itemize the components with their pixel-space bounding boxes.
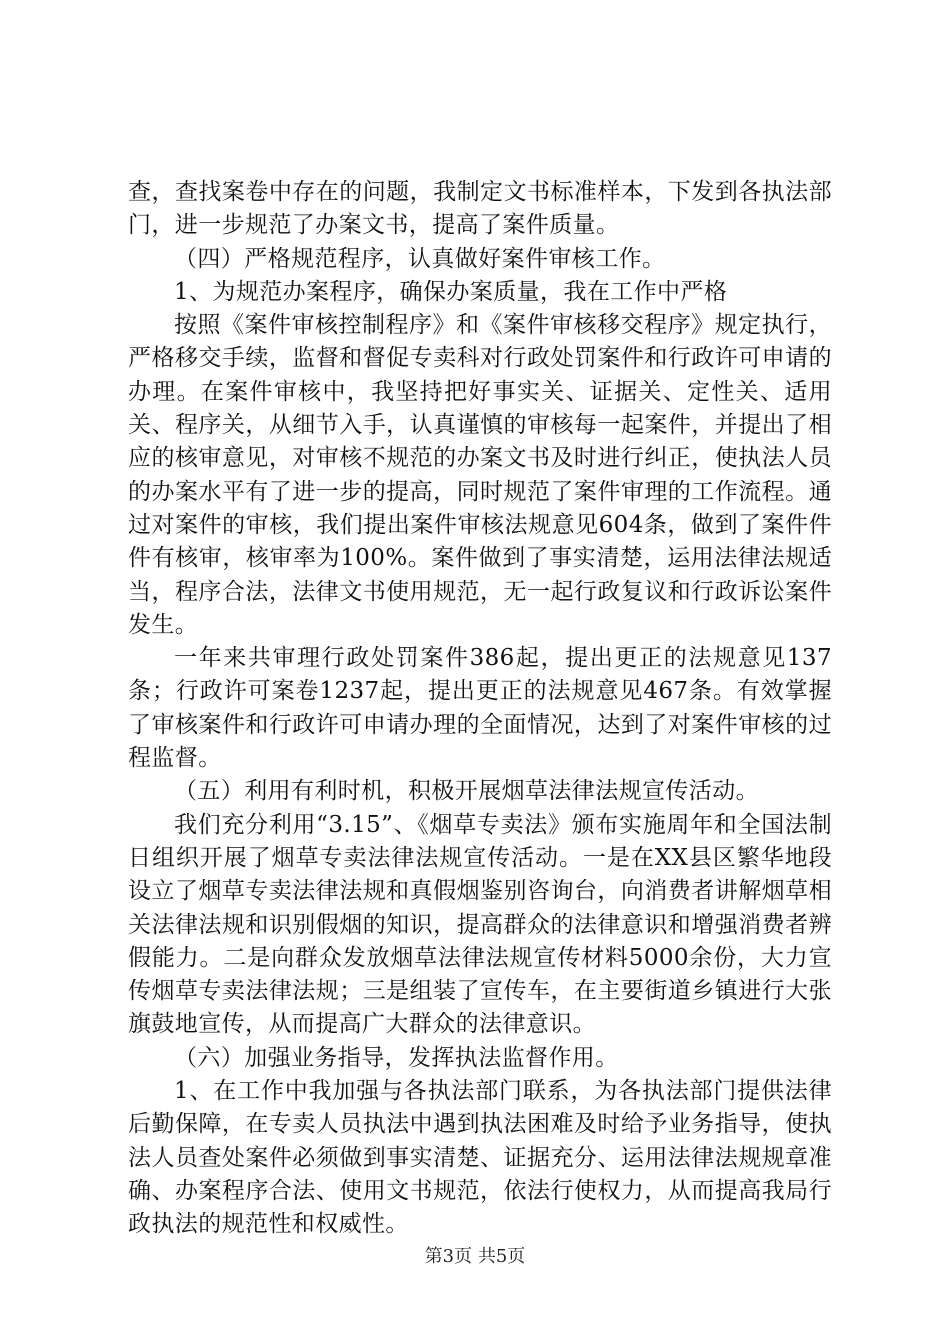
section-heading-6: （六）加强业务指导，发挥执法监督作用。	[174, 1044, 619, 1071]
document-body	[128, 176, 832, 1242]
paragraph-guidance: 1、在工作中我加强与各执法部门联系，为各执法部门提供法律后勤保障，在专卖人员执法中遇到执法困难及时给予业务指导，使执法人员查处案件必须做到事实清楚、证据充分、运用法律法规规章准确、办案程序合法、使用文书规范，依法行使权力，从而提高我局行政执法的规范性和权威性。	[128, 1078, 832, 1238]
paragraph-annual-statistics: 一年来共审理行政处罚案件386起，提出更正的法规意见137条；行政许可案卷1237起，提出更正的法规意见467条。有效掌握了审核案件和行政许可申请办理的全面情况，达到了对案件审核的过程监督。	[128, 645, 832, 772]
paragraph-review-process: 按照《案件审核控制程序》和《案件审核移交程序》规定执行，严格移交手续，监督和督促专卖科对行政处罚案件和行政许可申请的办理。在案件审核中，我坚持把好事实关、证据关、定性关、适用关、程序关，从细节入手，认真谨慎的审核每一起案件，并提出了相应的核审意见，对审核不规范的办案文书及时进行纠正，使执法人员的办案水平有了进一步的提高，同时规范了案件审理的工作流程。通过对案件的审核，我们提出案件审核法规意见604条，做到了案件件件有核审，核审率为100%。案件做到了事实清楚，运用法律法规适当，程序合法，法律文书使用规范，无一起行政复议和行政诉讼案件发生。	[128, 312, 832, 638]
section-heading-5: （五）利用有利时机，积极开展烟草法律法规宣传活动。	[174, 778, 759, 805]
paragraph-continuation: 查，查找案卷中存在的问题，我制定文书标准样本，下发到各执法部门，进一步规范了办案文书，提高了案件质量。	[128, 179, 832, 239]
paragraph-publicity: 我们充分利用“3.15”、《烟草专卖法》颁布实施周年和全国法制日组织开展了烟草专卖法律法规宣传活动。一是在XX县区繁华地段设立了烟草专卖法律法规和真假烟鉴别咨询台，向消费者讲解烟草相关法律法规和识别假烟的知识，提高群众的法律意识和增强消费者辨假能力。二是向群众发放烟草法律法规宣传材料5000余份，大力宣传烟草专卖法律法规；三是组装了宣传车，在主要街道乡镇进行大张旗鼓地宣传，从而提高广大群众的法律意识。	[128, 811, 832, 1038]
paragraph-item-1: 1、为规范办案程序，确保办案质量，我在工作中严格	[174, 278, 728, 305]
page-number-footer: 第3页 共5页	[424, 1246, 526, 1267]
section-heading-4: （四）严格规范程序，认真做好案件审核工作。	[174, 245, 666, 272]
